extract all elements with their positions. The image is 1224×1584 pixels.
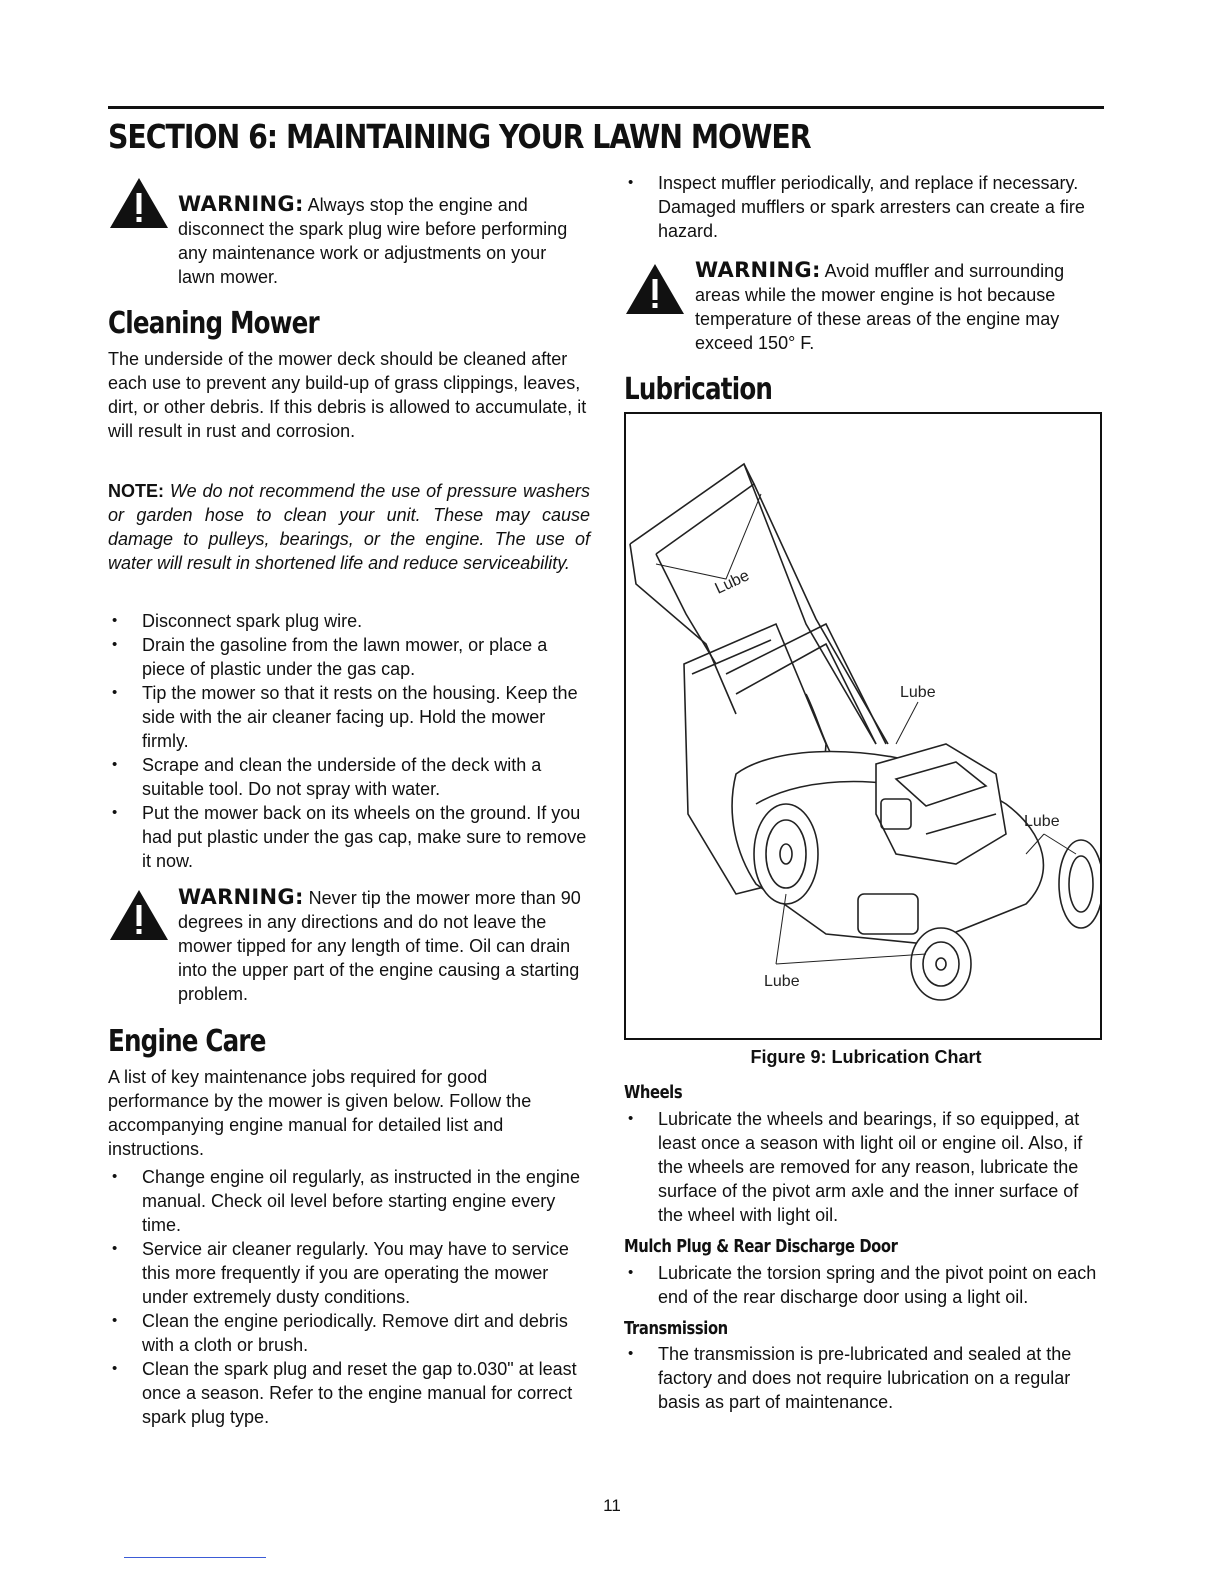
list-item: • Lubricate the torsion spring and the pivot point on each end of the rear discharge door using a light oil.	[624, 1261, 1108, 1309]
lawn-mower-illustration	[626, 414, 1100, 1038]
warning-block-2	[108, 880, 592, 1010]
engine-care-intro: A list of key maintenance jobs required for good performance by the mower is given below. Follow the accompanying engine manual for detailed list and instructions.	[108, 1067, 532, 1159]
warning-text: Never tip the mower more than 90 degrees in any directions and do not leave the mower tipped for any length of time. Oil can drain into the upper part of the engine causing a starting problem.	[178, 888, 581, 1004]
list-item: • Tip the mower so that it rests on the housing. Keep the side with the air cleaner facing up. Hold the mower firmly.	[108, 681, 592, 753]
list-item: • Lubricate the wheels and bearings, if so equipped, at least once a season with light oil or engine oil. Also, if the wheels are removed for any reason, lubricate the surface of the pivot arm axle and the inner surface of the wheel with light oil.	[624, 1107, 1108, 1227]
wheels-heading: Wheels	[624, 1082, 683, 1103]
warning-label: WARNING:	[695, 258, 821, 282]
section-title: SECTION 6: MAINTAINING YOUR LAWN MOWER	[108, 117, 811, 156]
warning-block-1	[108, 168, 592, 298]
mulch-list	[624, 1261, 1108, 1309]
list-item: • Scrape and clean the underside of the deck with a suitable tool. Do not spray with water.	[108, 753, 592, 801]
page-number: 11	[603, 1496, 621, 1515]
warning-text: Avoid muffler and surrounding areas while the mower engine is hot because temperature of these areas of the engine may exceed 150° F.	[695, 261, 1065, 353]
lube-label-front-wheel: Lube	[764, 973, 800, 990]
warning-triangle-icon	[108, 888, 170, 942]
mulch-plug-heading: Mulch Plug & Rear Discharge Door	[624, 1236, 898, 1257]
lubrication-heading: Lubrication	[624, 372, 773, 407]
transmission-heading: Transmission	[624, 1318, 728, 1339]
warning-block-3	[624, 254, 1108, 354]
list-item: • Drain the gasoline from the lawn mower, or place a piece of plastic under the gas cap.	[108, 633, 592, 681]
transmission-list	[624, 1342, 1108, 1414]
wheels-list	[624, 1107, 1108, 1227]
lube-label-handle: Lube	[712, 567, 752, 598]
lube-label-pivot: Lube	[900, 684, 936, 701]
list-item: • Service air cleaner regularly. You may have to service this more frequently if you are operating the mower under extremely dusty conditions.	[108, 1237, 592, 1309]
note-text: We do not recommend the use of pressure washers or garden hose to clean your unit. These may cause damage to pulleys, bearings, or the engine. The use of water will result in shortened life and reduce serviceability.	[108, 481, 590, 573]
footer-line	[124, 1557, 266, 1558]
engine-care-list	[108, 1165, 592, 1429]
header-rule	[108, 106, 1104, 109]
cleaning-note	[108, 479, 590, 575]
list-item: • Inspect muffler periodically, and replace if necessary. Damaged mufflers or spark arresters can create a fire hazard.	[624, 171, 1098, 243]
engine-care-heading: Engine Care	[108, 1024, 266, 1059]
warning-triangle-icon	[624, 262, 686, 316]
lube-label-rear-wheel: Lube	[1024, 813, 1060, 830]
muffler-list	[624, 171, 1098, 243]
cleaning-intro: The underside of the mower deck should be cleaned after each use to prevent any build-up of grass clippings, leaves, dirt, or other debris. If this debris is allowed to accumulate, it will result in rust and corrosion.	[108, 349, 587, 441]
warning-label: WARNING:	[178, 192, 304, 216]
list-item: • Change engine oil regularly, as instructed in the engine manual. Check oil level before starting engine every time.	[108, 1165, 592, 1237]
warning-triangle-icon	[108, 176, 170, 230]
list-item: • The transmission is pre-lubricated and sealed at the factory and does not require lubrication on a regular basis as part of maintenance.	[624, 1342, 1108, 1414]
lubrication-figure	[624, 412, 1102, 1040]
figure-caption: Figure 9: Lubrication Chart	[750, 1047, 982, 1067]
list-item: • Clean the spark plug and reset the gap to.030" at least once a season. Refer to the engine manual for correct spark plug type.	[108, 1357, 592, 1429]
list-item: • Clean the engine periodically. Remove dirt and debris with a cloth or brush.	[108, 1309, 592, 1357]
list-item: • Put the mower back on its wheels on the ground. If you had put plastic under the gas cap, make sure to remove it now.	[108, 801, 592, 873]
note-label: NOTE:	[108, 481, 164, 501]
warning-text: Always stop the engine and disconnect the spark plug wire before performing any maintenance work or adjustments on your lawn mower.	[178, 195, 568, 287]
cleaning-steps-list	[108, 609, 592, 873]
warning-label: WARNING:	[178, 885, 304, 909]
list-item: • Disconnect spark plug wire.	[108, 609, 592, 633]
cleaning-mower-heading: Cleaning Mower	[108, 306, 319, 341]
